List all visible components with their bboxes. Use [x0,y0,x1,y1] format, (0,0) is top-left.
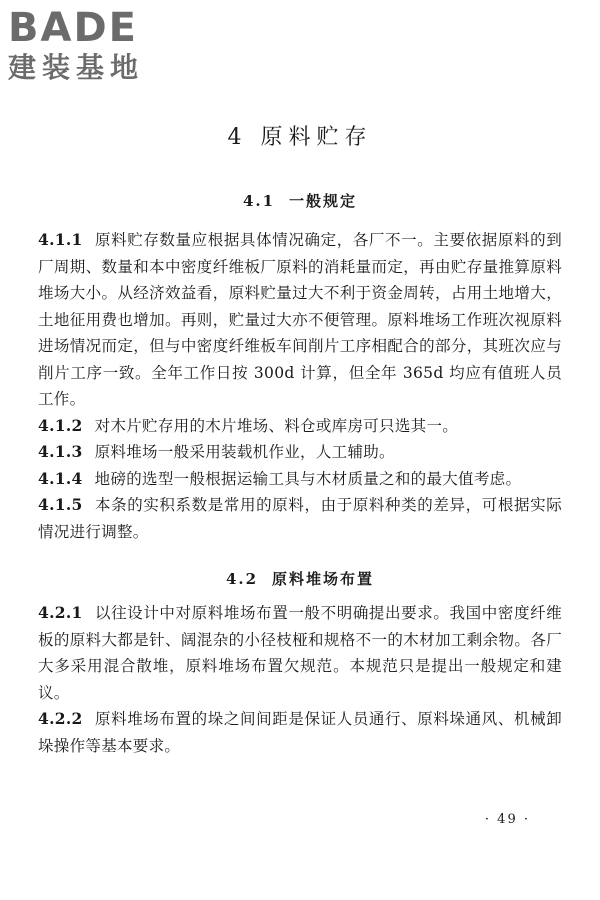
clause-4-1-4 [38,466,562,493]
clause-4-2-2 [38,706,562,759]
clause-number: 4.1.4 [38,468,83,488]
clause-number: 4.1.1 [38,230,83,249]
section-body-4-2 [38,600,562,759]
clause-text: 原料堆场一般采用装载机作业，人工辅助。 [94,443,395,461]
section-title-4-2 [0,568,600,589]
clause-number: 4.2.2 [38,709,83,728]
section-number: 4.2 [225,570,259,588]
clause-number: 4.1.3 [38,442,83,461]
clause-text: 原料堆场布置的垛之间间距是保证人员通行、原料垛通风、机械卸垛操作等基本要求。 [38,710,562,755]
clause-4-1-3 [38,439,562,466]
clause-number: 4.1.5 [38,495,83,514]
page-number: · 49 · [484,812,530,827]
logo-wordmark: BADE [8,5,138,51]
chapter-title: 4 原料贮存 [227,125,373,150]
bade-logo [8,6,178,86]
clause-number: 4.2.1 [38,603,83,622]
clause-text: 原料贮存数量应根据具体情况确定，各厂不一。主要依据原料的到厂周期、数量和本中密度纤维板厂原料的消耗量而定，再由贮存量推算原料堆场大小。从经济效益看，原料贮量过大不利于资金周转，占用土地增大，土地征用费也增加。再则，贮量过大亦不便管理。原料堆场工作班次视原料进场情况而定，但与中密度纤维板车间削片工序相配合的部分，其班次应与削片工序一致。全年工作日按 300d 计算，但全年 365d 均应有值班人员工作。 [38,231,562,408]
clause-4-1-5 [38,492,562,545]
clause-text: 以往设计中对原料堆场布置一般不明确提出要求。我国中密度纤维板的原料大都是针、阔混杂的小径枝桠和规格不一的木材加工剩余物。各厂大多采用混合散堆，原料堆场布置欠规范。本规范只是提出一般规定和建议。 [38,604,562,702]
section-title-4-1 [0,190,600,211]
clause-text: 对木片贮存用的木片堆场、料仓或库房可只选其一。 [94,416,459,435]
clause-4-1-2 [38,413,562,440]
section-heading: 一般规定 [289,192,358,210]
section-body-4-1 [38,227,562,545]
clause-4-1-1 [38,227,562,413]
clause-text: 本条的实积系数是常用的原料，由于原料种类的差异，可根据实际情况进行调整。 [38,496,562,541]
clause-number: 4.1.2 [38,415,83,435]
section-number: 4.1 [242,192,276,210]
clause-4-2-1 [38,600,562,706]
clause-text: 地磅的选型一般根据运输工具与木材质量之和的最大值考虑。 [94,469,522,488]
logo-chinese-text: 建装基地 [8,51,145,84]
section-heading: 原料堆场布置 [272,570,375,588]
